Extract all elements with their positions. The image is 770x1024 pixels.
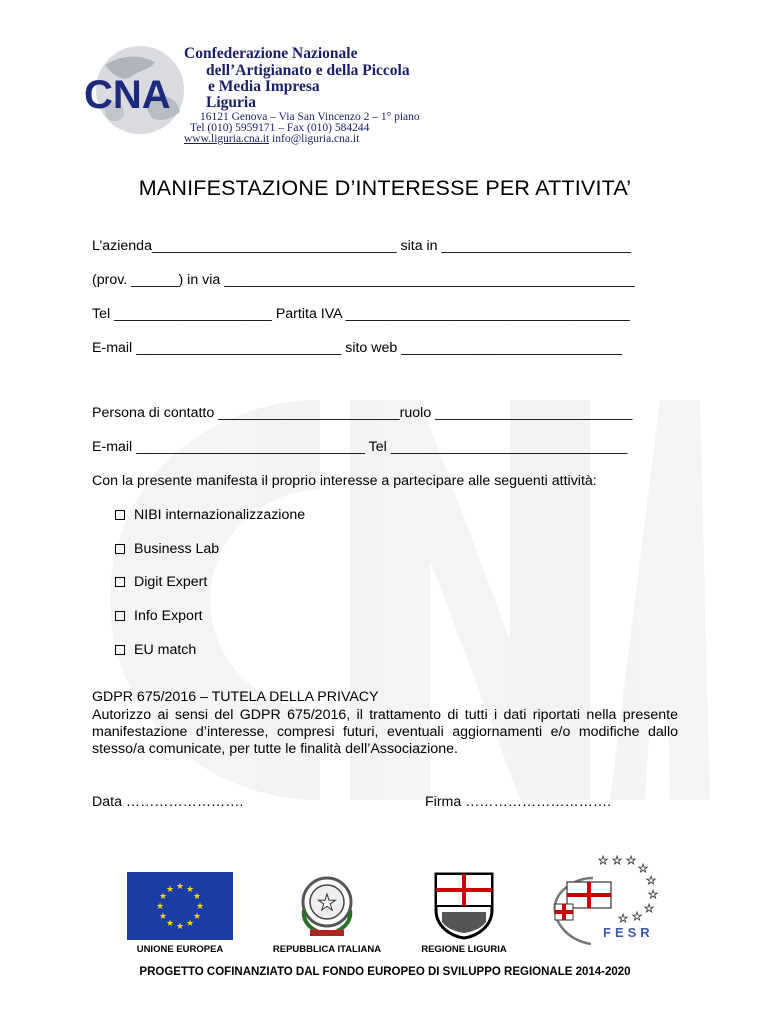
- svg-text:★: ★: [155, 902, 165, 912]
- svg-text:★: ★: [646, 874, 656, 887]
- form-line-contact-email-phone[interactable]: E-mail _____________________________ Tel ______________________________: [92, 439, 628, 455]
- checkbox[interactable]: [115, 510, 125, 520]
- activity-option[interactable]: [115, 574, 207, 590]
- eu-flag-icon: [127, 872, 233, 940]
- checkbox[interactable]: [115, 544, 125, 554]
- svg-text:★: ★: [185, 885, 195, 895]
- form-line-contact-role[interactable]: Persona di contatto _______________________ruolo _________________________: [92, 405, 633, 421]
- form-line-company[interactable]: L’azienda_______________________________ sita in ________________________: [92, 238, 631, 254]
- svg-text:★: ★: [644, 902, 654, 915]
- svg-text:★: ★: [165, 885, 175, 895]
- org-name-line4: Liguria: [206, 94, 256, 111]
- activity-label: Info Export: [134, 608, 203, 624]
- svg-text:★: ★: [195, 902, 205, 912]
- form-line-email-website[interactable]: E-mail __________________________ sito web ____________________________: [92, 340, 623, 356]
- globe-logo-icon: [70, 40, 200, 150]
- svg-text:★: ★: [158, 912, 168, 922]
- form-line-phone-vat[interactable]: Tel ____________________ Partita IVA ____________________________________: [92, 306, 630, 322]
- org-address: 16121 Genova – Via San Vincenzo 2 – 1° piano: [200, 111, 420, 123]
- svg-text:★: ★: [158, 892, 168, 902]
- cofinancing-note: PROGETTO COFINANZIATO DAL FONDO EUROPEO DI SVILUPPO REGIONALE 2014-2020: [139, 966, 631, 978]
- svg-text:★: ★: [598, 854, 608, 867]
- date-field[interactable]: Data …………………….: [92, 794, 244, 810]
- liguria-shield-icon: [432, 870, 496, 940]
- org-website-link[interactable]: www.liguria.cna.it: [184, 133, 270, 145]
- svg-text:★: ★: [165, 919, 175, 929]
- logo-text: CNA: [84, 73, 171, 117]
- activity-option[interactable]: [115, 507, 305, 523]
- svg-text:★: ★: [192, 892, 202, 902]
- svg-text:★: ★: [618, 912, 628, 925]
- activity-label: Digit Expert: [134, 574, 208, 590]
- activity-label: Business Lab: [134, 541, 220, 557]
- gdpr-consent-text: Autorizzo ai sensi del GDPR 675/2016, il trattamento di tutti i dati riportati nella presente manifestazione d’interesse, compresi futuri, eventuali aggiornamenti e/o modifiche dallo stesso/a comunicate, per tutte le finalità dell’Associazione.: [92, 707, 678, 758]
- svg-text:★: ★: [317, 891, 337, 916]
- org-phone-fax: Tel (010) 5959171 – Fax (010) 584244: [190, 122, 370, 134]
- svg-text:★: ★: [648, 888, 658, 901]
- org-name-line1: Confederazione Nazionale: [184, 45, 358, 62]
- fesr-label: FESR: [603, 925, 654, 940]
- svg-text:★: ★: [185, 919, 195, 929]
- svg-text:★: ★: [175, 922, 185, 932]
- checkbox[interactable]: [115, 645, 125, 655]
- activities-intro: Con la presente manifesta il proprio interesse a partecipare alle seguenti attività:: [92, 473, 597, 489]
- cna-logo: [70, 40, 200, 150]
- svg-text:★: ★: [175, 882, 185, 892]
- italian-republic-emblem-icon: [292, 872, 362, 940]
- activity-label: EU match: [134, 642, 197, 658]
- gdpr-title: GDPR 675/2016 – TUTELA DELLA PRIVACY: [92, 689, 379, 705]
- org-name-line3: e Media Impresa: [208, 78, 320, 95]
- italy-label: REPUBBLICA ITALIANA: [272, 944, 382, 955]
- org-email: info@liguria.cna.it: [269, 133, 360, 145]
- svg-text:★: ★: [612, 854, 622, 867]
- org-name-line2: dell’Artigianato e della Piccola: [206, 62, 410, 79]
- eu-label: UNIONE EUROPEA: [136, 944, 224, 955]
- checkbox[interactable]: [115, 611, 125, 621]
- activity-option[interactable]: [115, 608, 203, 624]
- signature-field[interactable]: Firma ………………………….: [425, 794, 612, 810]
- activity-option[interactable]: [115, 541, 219, 557]
- page-title: MANIFESTAZIONE D’INTERESSE PER ATTIVITA’: [138, 176, 632, 200]
- svg-text:★: ★: [192, 912, 202, 922]
- activity-option[interactable]: [115, 642, 196, 658]
- svg-text:★: ★: [638, 862, 648, 875]
- svg-text:★: ★: [632, 910, 642, 923]
- liguria-label: REGIONE LIGURIA: [421, 944, 507, 955]
- activity-label: NIBI internazionalizzazione: [134, 507, 306, 523]
- form-line-address[interactable]: (prov. ______) in via ____________________________________________________: [92, 272, 635, 288]
- checkbox[interactable]: [115, 577, 125, 587]
- svg-text:★: ★: [626, 854, 636, 867]
